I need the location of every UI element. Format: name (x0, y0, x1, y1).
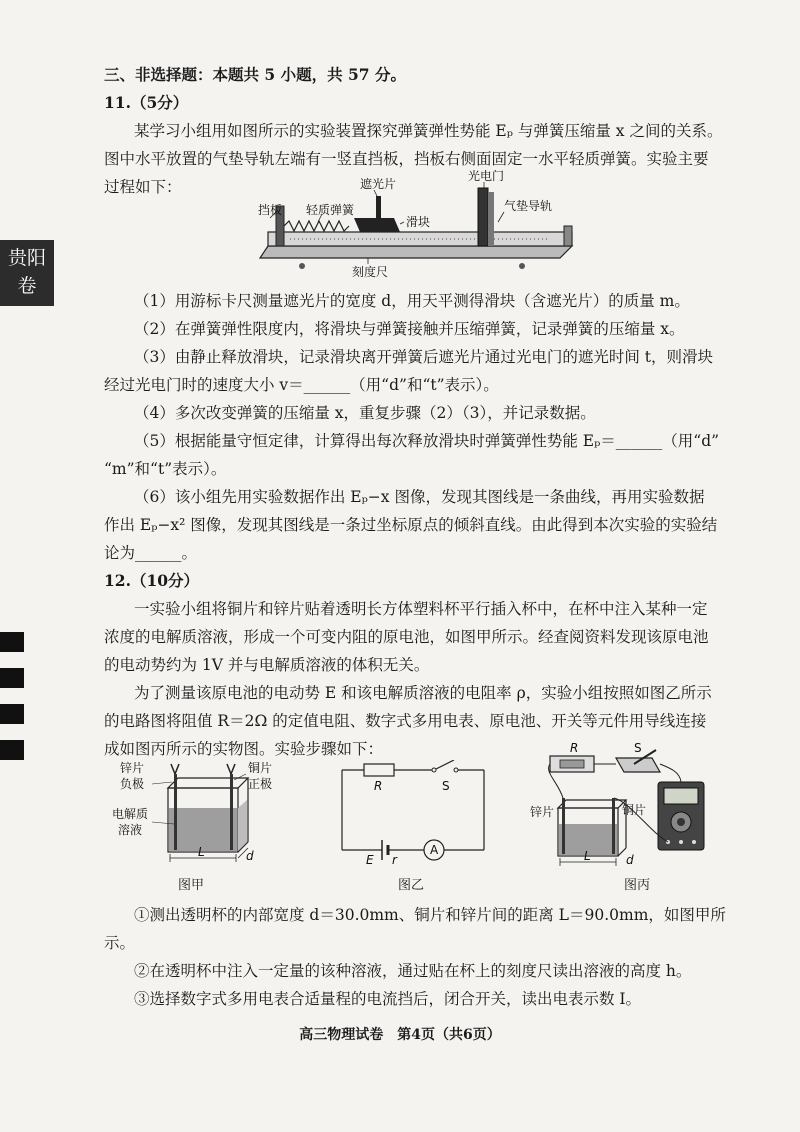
q12-step-1: ①测出透明杯的内部宽度 d＝30.0mm、铜片和锌片间的距离 L＝90.0mm，如图甲所 (134, 906, 726, 924)
label-zinc: 锌片 (120, 761, 145, 775)
q12-step-2: ②在透明杯中注入一定量的该种溶液，通过贴在杯上的刻度尺读出溶液的高度 h。 (134, 962, 692, 980)
q12-step-1-cont: 示。 (104, 934, 136, 952)
caption-jia: 图甲 (178, 878, 205, 893)
region-tab (0, 240, 54, 306)
label-electrolyte-1: 电解质 (112, 807, 149, 821)
label-electrolyte-2: 溶液 (118, 823, 143, 837)
scan-mark (0, 740, 24, 760)
label-copper: 铜片 (248, 761, 273, 775)
label-R: R (374, 779, 383, 793)
label-A: A (430, 843, 439, 857)
label-bing-d: d (626, 853, 634, 867)
q12-para-2: 浓度的电解质溶液，形成一个可变内阻的原电池，如图甲所示。经查阅资料发现该原电池 (104, 628, 709, 646)
label-scale: 刻度尺 (352, 265, 389, 279)
figure-yi (328, 760, 498, 870)
q11-step-5: （5）根据能量守恒定律，计算得出每次释放滑块时弹簧弹性势能 Eₚ＝______（用“d” (134, 432, 720, 450)
label-photogate: 光电门 (468, 170, 505, 183)
label-negative: 负极 (120, 777, 145, 791)
q12-para-5: 的电路图将阻值 R＝2Ω 的定值电阻、数字式多用电表、原电池、开关等元件用导线连接 (104, 712, 707, 730)
figure-bing (530, 742, 710, 872)
q11-intro-2: 图中水平放置的气垫导轨左端有一竖直挡板，挡板右侧面固定一水平轻质弹簧。实验主要 (104, 150, 709, 168)
scan-mark (0, 704, 24, 724)
label-air-track: 气垫导轨 (504, 199, 553, 213)
label-r: r (392, 853, 397, 867)
q11-step-6: （6）该小组先用实验数据作出 Eₚ−x 图像，发现其图线是一条曲线，再用实验数据 (134, 488, 705, 506)
label-positive: 正极 (248, 777, 273, 791)
section-header: 三、非选择题：本题共 5 小题，共 57 分。 (104, 65, 406, 84)
label-shading-strip: 遮光片 (360, 177, 397, 191)
label-bing-R: R (570, 742, 579, 755)
q11-intro-1: 某学习小组用如图所示的实验装置探究弹簧弹性势能 Eₚ 与弹簧压缩量 x 之间的关系。 (134, 122, 723, 140)
label-bing-S: S (634, 742, 642, 755)
q12-step-3: ③选择数字式多用电表合适量程的电流挡后，闭合开关，读出电表示数 I。 (134, 990, 642, 1008)
label-d: d (246, 849, 254, 863)
q11-step-2: （2）在弹簧弹性限度内，将滑块与弹簧接触并压缩弹簧，记录弹簧的压缩量 x。 (134, 320, 685, 338)
label-E: E (366, 853, 374, 867)
label-slider: 滑块 (406, 215, 431, 229)
q12-para-3: 的电动势约为 1V 并与电解质溶液的体积无关。 (104, 656, 430, 674)
page-footer: 高三物理试卷 第4页（共6页） (299, 1027, 501, 1043)
q11-number: 11.（5分） (104, 93, 189, 112)
air-track-figure (250, 170, 590, 282)
q12-para-4: 为了测量该原电池的电动势 E 和该电解质溶液的电阻率 ρ，实验小组按照如图乙所示 (134, 684, 712, 702)
q11-step-6-cont: 作出 Eₚ−x² 图像，发现其图线是一条过坐标原点的倾斜直线。由此得到本次实验的实验结 (104, 516, 718, 534)
caption-yi: 图乙 (398, 878, 425, 893)
q11-intro-3: 过程如下： (104, 178, 182, 196)
q11-step-1: （1）用游标卡尺测量遮光片的宽度 d，用天平测得滑块（含遮光片）的质量 m。 (134, 292, 690, 310)
caption-bing: 图丙 (624, 878, 651, 893)
region-tab-line-1: 贵阳 (7, 247, 46, 269)
q11-step-4: （4）多次改变弹簧的压缩量 x，重复步骤（2）（3），并记录数据。 (134, 404, 596, 422)
label-bing-L: L (584, 849, 591, 863)
label-bing-copper: 铜片 (622, 803, 647, 817)
q11-step-3-cont: 经过光电门时的速度大小 v＝______（用“d”和“t”表示）。 (104, 376, 499, 394)
label-S: S (442, 779, 450, 793)
label-spring: 轻质弹簧 (306, 203, 355, 217)
q12-para-1: 一实验小组将铜片和锌片贴着透明长方体塑料杯平行插入杯中，在杯中注入某种一定 (134, 600, 708, 618)
q12-para-6: 成如图丙所示的实物图。实验步骤如下： (104, 740, 384, 758)
figure-jia (108, 760, 278, 870)
label-L: L (198, 845, 205, 859)
q11-step-3: （3）由静止释放滑块，记录滑块离开弹簧后遮光片通过光电门的遮光时间 t，则滑块 (134, 348, 714, 366)
q12-number: 12.（10分） (104, 571, 200, 590)
scan-mark (0, 668, 24, 688)
label-baffle: 挡板 (258, 203, 283, 217)
q11-step-5-cont: “m”和“t”表示）。 (104, 460, 227, 478)
q11-step-6-end: 论为______。 (104, 544, 198, 562)
region-tab-line-2: 卷 (17, 275, 37, 297)
scan-mark (0, 632, 24, 652)
label-bing-zinc: 锌片 (530, 805, 555, 819)
